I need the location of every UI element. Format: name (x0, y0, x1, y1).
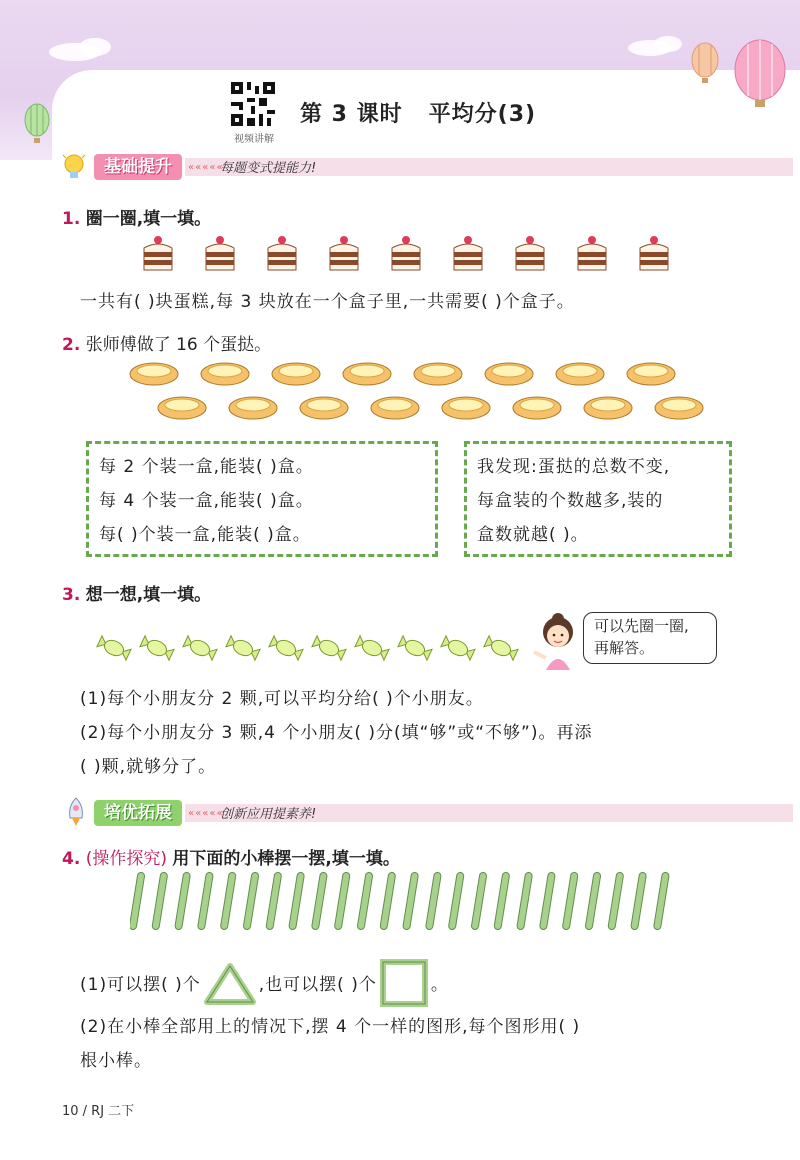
egg-tart-icon (227, 394, 279, 422)
girl-avatar-icon (532, 610, 582, 672)
question-number: 4. (62, 849, 81, 869)
cake-icon (388, 232, 424, 274)
egg-tart-icon (483, 360, 535, 388)
finding-line: 每盒装的个数越多,装的 (477, 491, 664, 511)
q4-sub1 (80, 958, 449, 1010)
egg-tart-icon (270, 360, 322, 388)
fill-line: 每 4 个装一盒,能装( )盒。 (99, 491, 314, 511)
stick-icon (657, 876, 665, 926)
stick-icon (498, 876, 506, 926)
egg-tart-icon (440, 394, 492, 422)
candy-icon (311, 634, 347, 662)
section-tag: 培优拓展 (94, 800, 182, 826)
candy-icon (225, 634, 261, 662)
triangle-shape-icon (203, 962, 257, 1006)
section-tag: 基础提升 (94, 154, 182, 180)
candy-icon (483, 634, 519, 662)
candy-icon (440, 634, 476, 662)
stick-icon (475, 876, 483, 926)
lightbulb-icon (60, 152, 90, 182)
q2-left-box (86, 441, 438, 557)
question-text: 张师傅做了 16 个蛋挞。 (85, 335, 272, 355)
stick-icon (589, 876, 597, 926)
finding-line: 盒数就越( )。 (477, 525, 589, 545)
fill-text: 。 (430, 975, 449, 995)
stick-icon (224, 876, 232, 926)
question-number: 3. (62, 585, 81, 605)
cake-icon (140, 232, 176, 274)
cake-icon (202, 232, 238, 274)
hint-line: 可以先圈一圈, (594, 617, 689, 635)
stick-icon (361, 876, 369, 926)
header-decoration (0, 0, 800, 160)
question-text: 想一想,填一填。 (85, 585, 212, 605)
question-number: 2. (62, 335, 81, 355)
egg-tart-icon (554, 360, 606, 388)
q4-prompt (62, 844, 400, 869)
egg-tart-icon (582, 394, 634, 422)
stick-icon (270, 876, 278, 926)
stick-icon (452, 876, 460, 926)
candy-icon (397, 634, 433, 662)
stick-icon (543, 876, 551, 926)
cake-icon (512, 232, 548, 274)
qr-caption: 视频讲解 (234, 134, 274, 145)
rocket-icon (62, 796, 90, 828)
egg-tart-icon (128, 360, 180, 388)
stick-icon (612, 876, 620, 926)
stick-icon (179, 876, 187, 926)
stick-icon (635, 876, 643, 926)
qr-code-icon[interactable] (231, 82, 275, 126)
fill-line: 每( )个装一盒,能装( )盒。 (99, 525, 311, 545)
stick-icon (133, 876, 141, 926)
stick-icon (407, 876, 415, 926)
cake-icon (450, 232, 486, 274)
candy-icon (268, 634, 304, 662)
stick-icon (315, 876, 323, 926)
cake-icon (574, 232, 610, 274)
section-banner-advanced: 培优拓展 ««««« 创新应用提素养! (60, 800, 800, 828)
candy-icon (139, 634, 175, 662)
q4-sub2a: (2)在小棒全部用上的情况下,摆 4 个一样的图形,每个图形用( ) (80, 1017, 581, 1037)
egg-tart-icon (298, 394, 350, 422)
egg-tart-icon (369, 394, 421, 422)
cake-icon (636, 232, 672, 274)
balloon-icon (25, 104, 49, 143)
q4-sub2b: 根小棒。 (80, 1051, 152, 1071)
balloon-icon (692, 43, 718, 83)
stick-icon (156, 876, 164, 926)
cake-icon (326, 232, 362, 274)
question-number: 1. (62, 209, 81, 229)
hint-bubble (583, 612, 717, 664)
candy-icon (354, 634, 390, 662)
lesson-title: 平均分(3) (428, 102, 537, 127)
egg-tart-icon (156, 394, 208, 422)
question-tag: (操作探究) (85, 849, 167, 869)
section-banner-basic: 基础提升 ««««« 每题变式提能力! (60, 154, 800, 182)
q3-sub1: (1)每个小朋友分 2 颗,可以平均分给( )个小朋友。 (80, 689, 484, 709)
stick-icon (384, 876, 392, 926)
section-motto: 创新应用提素养! (220, 807, 317, 822)
stick-icon (201, 876, 209, 926)
square-shape-icon (379, 958, 429, 1010)
egg-tart-icon (199, 360, 251, 388)
fill-text: ,也可以摆( )个 (258, 975, 377, 995)
question-text: 用下面的小棒摆一摆,填一填。 (172, 849, 400, 869)
q2-prompt (62, 330, 271, 355)
hint-line: 再解答。 (594, 639, 655, 657)
stick-icon (293, 876, 301, 926)
egg-tart-icon (653, 394, 705, 422)
stick-icon (338, 876, 346, 926)
stick-icon (247, 876, 255, 926)
stick-icon (521, 876, 529, 926)
fill-text: (1)可以摆( )个 (80, 975, 201, 995)
egg-tart-icon (341, 360, 393, 388)
egg-tart-icon (511, 394, 563, 422)
q3-sub2a: (2)每个小朋友分 3 颗,4 个小朋友( )分(填“够”或“不够”)。再添 (80, 723, 593, 743)
candy-icon (96, 634, 132, 662)
question-text: 圈一圈,填一填。 (85, 209, 212, 229)
balloon-icon (735, 40, 785, 107)
stick-icon (429, 876, 437, 926)
cake-icon (264, 232, 300, 274)
q1-prompt (62, 204, 211, 229)
egg-tart-icon (412, 360, 464, 388)
q3-sub2b: ( )颗,就够分了。 (80, 757, 217, 777)
q3-prompt (62, 580, 211, 605)
page-footer: 10 / RJ 二下 (62, 1104, 135, 1119)
stick-icon (566, 876, 574, 926)
tart-group (120, 360, 680, 430)
finding-line: 我发现:蛋挞的总数不变, (477, 457, 671, 477)
page-title (300, 97, 536, 128)
q1-answer-line: 一共有( )块蛋糕,每 3 块放在一个盒子里,一共需要( )个盒子。 (80, 292, 575, 312)
candy-icon (182, 634, 218, 662)
stick-row (130, 872, 690, 930)
section-motto: 每题变式提能力! (220, 161, 317, 176)
egg-tart-icon (625, 360, 677, 388)
fill-line: 每 2 个装一盒,能装( )盒。 (99, 457, 314, 477)
q2-right-box (464, 441, 732, 557)
lesson-number: 第 3 课时 (300, 102, 403, 127)
